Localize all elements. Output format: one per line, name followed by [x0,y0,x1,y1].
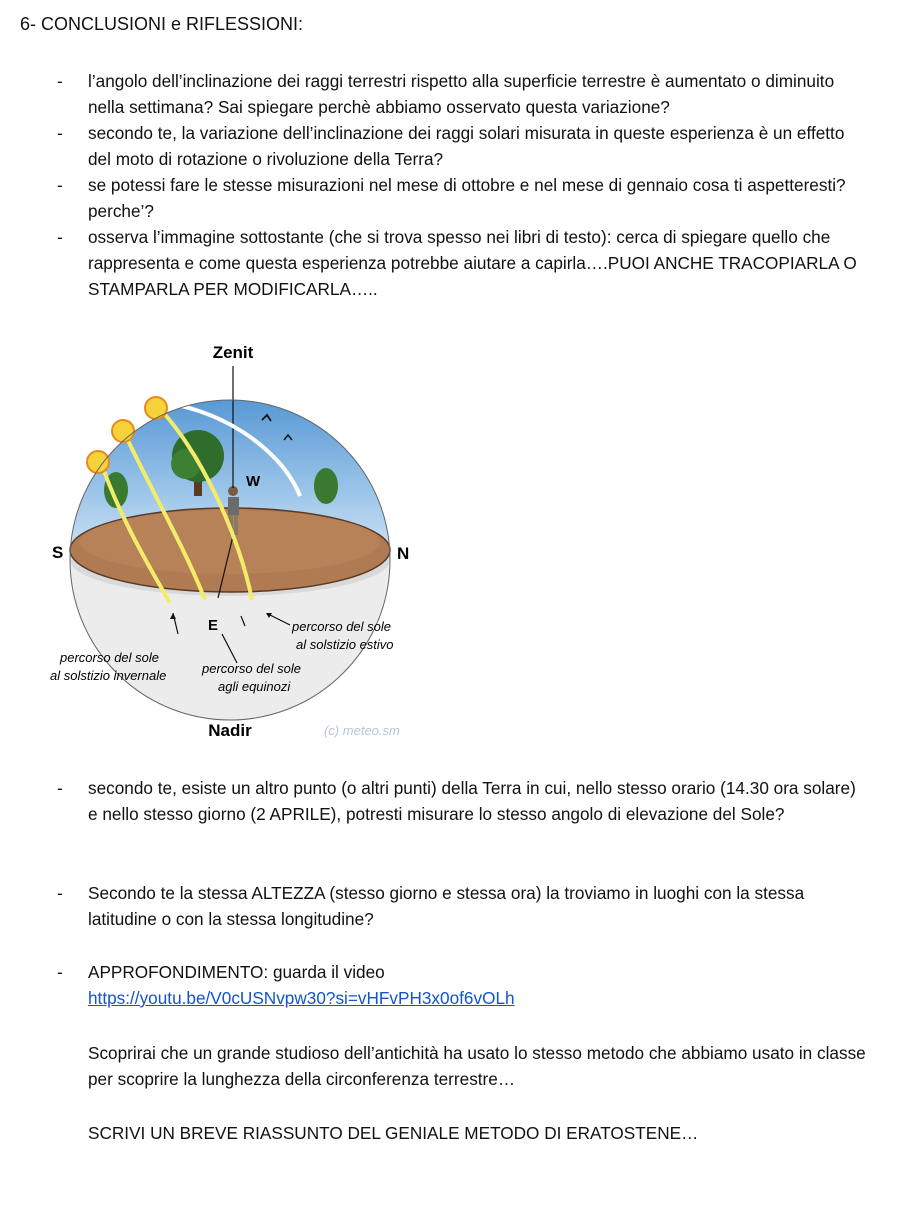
list-item [0,959,908,985]
winter-label-2: al solstizio invernale [50,668,167,683]
summer-label-2: al solstizio estivo [296,637,394,652]
east-label: E [208,617,219,634]
questions-list-bottom-2 [0,880,908,932]
list-item [0,880,908,932]
sun-path-svg [40,338,420,748]
nadir-label: Nadir [208,721,252,740]
question-text: Secondo te la stessa ALTEZZA (stesso giorno e stessa ora) la troviamo in luoghi con la stessa latitudine o con la stessa longitudine? [88,883,805,929]
bullet-dash: - [57,227,63,247]
list-item [0,172,908,224]
bush-icon [314,468,338,504]
south-label: S [52,543,64,562]
equinox-label-2: agli equinozi [218,679,291,694]
video-link[interactable]: https://youtu.be/V0cUSNvpw30?si=vHFvPH3x0of6vOLh [88,988,515,1008]
list-item [0,224,908,302]
bullet-dash: - [57,778,63,798]
question-text: secondo te, la variazione dell’inclinazione dei raggi solari misurata in queste esperienza è un effetto del moto di rotazione o rivoluzione della Terra? [88,123,845,169]
question-text: l’angolo dell’inclinazione dei raggi terrestri rispetto alla superficie terrestre è aumentato o diminuito nella settimana? Sai spiegare perchè abbiamo osservato questa variazione? [88,71,835,117]
questions-list-bottom-3 [0,959,908,985]
discovery-paragraph: Scoprirai che un grande studioso dell’antichità ha usato lo stesso metodo che abbiamo usato in classe per scoprire la lunghezza della circonferenza terrestre… [88,1043,866,1089]
bullet-dash: - [57,883,63,903]
question-text: osserva l’immagine sottostante (che si trova spesso nei libri di testo): cerca di spiegare quello che rappresenta e come questa esperienza potrebbe aiutare a capirla….PUOI ANCHE TRACOPIARLA O STAMPARLA PER MODIFICARLA….. [88,227,857,299]
sun-path-diagram [40,338,420,748]
bullet-dash: - [57,71,63,91]
bullet-dash: - [57,175,63,195]
winter-label-1: percorso del sole [60,650,159,665]
bullet-dash: - [57,962,63,982]
bullet-dash: - [57,123,63,143]
equinox-label-1: percorso del sole [202,661,301,676]
sun-summer-icon [145,397,167,419]
summary-prompt: SCRIVI UN BREVE RIASSUNTO DEL GENIALE METODO DI ERATOSTENE… [88,1123,699,1143]
zenit-label: Zenit [212,343,254,362]
credit-label: (c) meteo.sm [324,723,400,738]
questions-list-bottom [0,775,908,827]
question-text: APPROFONDIMENTO: guarda il video [88,962,385,982]
question-text: secondo te, esiste un altro punto (o altri punti) della Terra in cui, nello stesso orario (14.30 ora solare) e nello stesso giorno (2 APRILE), potresti misurare lo stesso angolo di elevazione del Sole? [88,778,856,824]
sun-equinox-icon [112,420,134,442]
list-item [0,775,908,827]
question-text: se potessi fare le stesse misurazioni nel mese di ottobre e nel mese di gennaio cosa ti aspetteresti? perche’? [88,175,846,221]
list-item [0,68,908,120]
video-link-row [88,985,868,1011]
list-item [0,120,908,172]
north-label: N [397,544,410,563]
west-label: W [246,473,261,490]
section-heading: 6- CONCLUSIONI e RIFLESSIONI: [20,14,304,34]
summer-label-1: percorso del sole [292,619,391,634]
questions-list-top [0,68,908,302]
